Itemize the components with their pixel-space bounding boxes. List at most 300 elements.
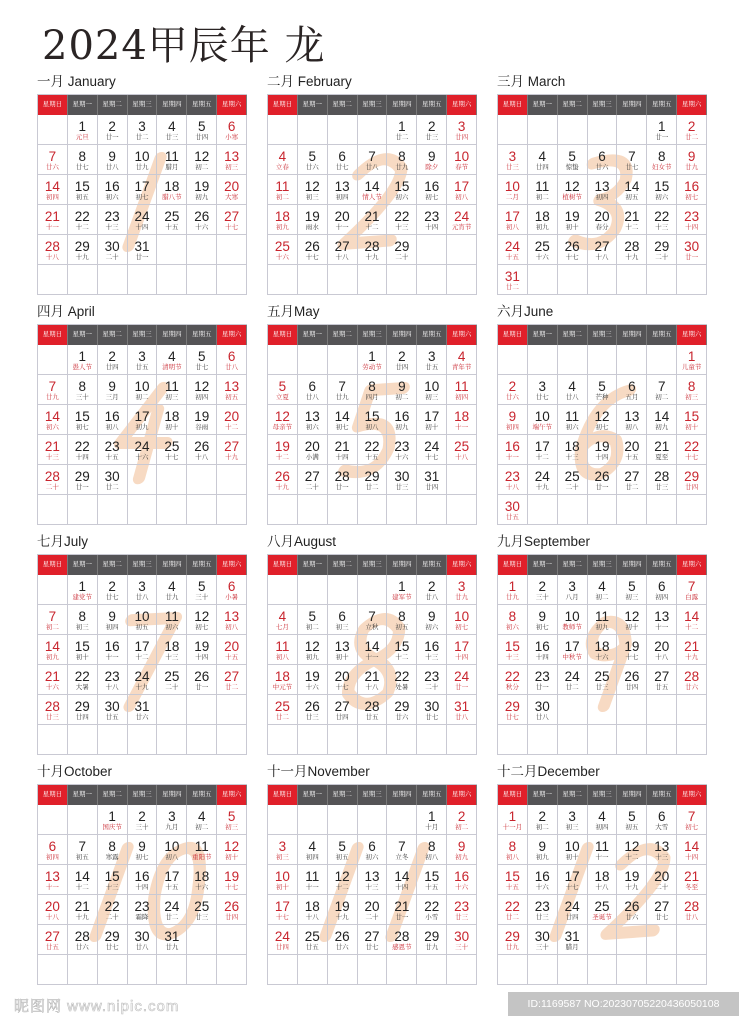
lunar-date: 初五 [625, 194, 639, 201]
lunar-date: 十四 [135, 884, 149, 891]
day-number: 2 [427, 119, 436, 134]
day-number: 11 [565, 409, 580, 424]
lunar-date: 重阳节 [191, 854, 212, 861]
empty-cell [98, 265, 128, 295]
day-cell [498, 375, 528, 405]
day-number: 28 [684, 669, 700, 684]
lunar-date: 初二 [195, 824, 209, 831]
day-number: 29 [504, 699, 520, 714]
lunar-date: 处暑 [395, 684, 409, 691]
lunar-date: 廿四 [565, 914, 579, 921]
day-number: 16 [104, 179, 120, 194]
lunar-date: 廿九 [165, 594, 179, 601]
day-cell [677, 435, 707, 465]
day-cell [617, 805, 647, 835]
empty-cell [268, 265, 298, 295]
day-cell [647, 865, 677, 895]
lunar-date: 十月 [425, 824, 439, 831]
day-cell [647, 115, 677, 145]
lunar-date: 十五 [365, 454, 379, 461]
day-cell [298, 235, 328, 265]
day-cell [358, 695, 388, 725]
lunar-date: 初五 [135, 624, 149, 631]
lunar-date: 廿九 [685, 164, 699, 171]
lunar-date: 中秋节 [562, 654, 582, 661]
weekday-label: 星期一 [298, 95, 328, 115]
weekday-label: 星期一 [528, 325, 558, 345]
empty-cell [38, 805, 68, 835]
day-number: 14 [44, 179, 60, 194]
lunar-date: 初二 [395, 394, 409, 401]
day-number: 1 [398, 119, 406, 134]
empty-cell [128, 465, 158, 495]
lunar-date: 十五 [625, 454, 639, 461]
day-number: 11 [275, 639, 290, 654]
day-number: 5 [278, 379, 287, 394]
day-cell [128, 805, 158, 835]
lunar-date: 初七 [75, 424, 89, 431]
empty-cell [157, 235, 187, 265]
day-number: 9 [427, 149, 436, 164]
day-number: 11 [164, 609, 179, 624]
day-number: 22 [364, 439, 380, 454]
empty-cell [187, 495, 217, 525]
day-number: 30 [534, 699, 550, 714]
lunar-date: 廿三 [595, 684, 609, 691]
day-cell [387, 465, 417, 495]
lunar-date: 芒种 [595, 394, 609, 401]
day-cell [617, 575, 647, 605]
day-number: 16 [454, 869, 470, 884]
day-cell [358, 895, 388, 925]
empty-cell [68, 805, 98, 835]
lunar-date: 腊月 [165, 164, 179, 171]
lunar-date: 廿六 [595, 164, 609, 171]
day-number: 20 [334, 669, 350, 684]
day-number: 28 [624, 239, 640, 254]
day-number: 7 [368, 609, 376, 624]
day-number: 12 [594, 409, 610, 424]
day-cell [417, 865, 447, 895]
day-number: 5 [338, 839, 346, 854]
empty-cell [358, 115, 388, 145]
lunar-date: 十六 [455, 884, 469, 891]
day-cell [588, 605, 618, 635]
lunar-date: 十二 [335, 884, 349, 891]
day-number: 26 [564, 239, 580, 254]
empty-cell [298, 345, 328, 375]
day-number: 15 [654, 179, 670, 194]
lunar-date: 十八 [595, 254, 609, 261]
page-title: 2024甲辰年 龙 [42, 23, 326, 69]
lunar-date: 二十 [395, 254, 409, 261]
month-title: 七月July [37, 534, 89, 549]
lunar-date: 初七 [535, 624, 549, 631]
day-number: 9 [508, 409, 517, 424]
empty-cell [38, 955, 68, 985]
day-cell [38, 465, 68, 495]
day-cell [68, 835, 98, 865]
week-row [268, 725, 477, 755]
day-number: 28 [334, 469, 350, 484]
day-number: 22 [74, 439, 90, 454]
week-row [268, 495, 477, 525]
lunar-date: 十六 [275, 254, 289, 261]
lunar-date: 廿四 [225, 914, 239, 921]
week-row [268, 665, 477, 695]
day-cell [38, 435, 68, 465]
day-cell [498, 805, 528, 835]
lunar-date: 廿六 [305, 164, 319, 171]
weekday-label: 星期四 [617, 555, 647, 575]
empty-cell [268, 345, 298, 375]
lunar-date: 教师节 [562, 624, 582, 631]
day-number: 14 [334, 409, 350, 424]
month-grid [497, 94, 707, 295]
lunar-date: 初十 [275, 884, 289, 891]
weekday-label: 星期日 [498, 325, 528, 345]
month-grid [267, 784, 477, 985]
day-number: 5 [197, 119, 206, 134]
day-cell [38, 145, 68, 175]
lunar-date: 建军节 [392, 594, 412, 601]
day-cell [677, 205, 707, 235]
empty-cell [98, 495, 128, 525]
month-title: 四月 April [37, 304, 95, 319]
month-calendar [37, 532, 247, 755]
day-number: 1 [398, 579, 406, 594]
day-number: 31 [424, 469, 440, 484]
lunar-date: 廿八 [365, 164, 379, 171]
empty-cell [38, 495, 68, 525]
month-grid [497, 324, 707, 525]
day-cell [68, 925, 98, 955]
day-number: 30 [104, 699, 120, 714]
day-number: 14 [394, 869, 410, 884]
day-number: 7 [368, 149, 376, 164]
week-row [498, 465, 707, 495]
day-cell [498, 435, 528, 465]
week-row [38, 635, 247, 665]
day-cell [128, 235, 158, 265]
day-number: 7 [628, 149, 636, 164]
day-number: 4 [308, 839, 317, 854]
day-number: 26 [224, 899, 240, 914]
day-number: 8 [78, 379, 87, 394]
weekday-label: 星期五 [187, 555, 217, 575]
weekday-label: 星期二 [98, 95, 128, 115]
day-number: 18 [274, 209, 290, 224]
lunar-date: 初二 [195, 164, 209, 171]
day-cell [328, 175, 358, 205]
lunar-date: 植树节 [562, 194, 582, 201]
day-cell [157, 865, 187, 895]
day-number: 27 [224, 209, 240, 224]
week-row [38, 205, 247, 235]
day-cell [98, 635, 128, 665]
lunar-date: 廿八 [685, 914, 699, 921]
day-cell [387, 605, 417, 635]
lunar-date: 白露 [685, 594, 699, 601]
lunar-date: 九月 [165, 824, 179, 831]
day-cell [617, 865, 647, 895]
weekday-label: 星期日 [498, 95, 528, 115]
day-cell [217, 835, 247, 865]
lunar-date: 初八 [455, 194, 469, 201]
lunar-date: 十八 [595, 884, 609, 891]
lunar-date: 廿九 [425, 944, 439, 951]
day-number: 1 [508, 809, 517, 824]
lunar-date: 十一 [365, 654, 379, 661]
day-cell [68, 235, 98, 265]
day-cell [328, 835, 358, 865]
weekday-label: 星期四 [157, 95, 187, 115]
day-number: 25 [164, 439, 180, 454]
lunar-date: 廿四 [195, 134, 209, 141]
lunar-date: 初八 [425, 854, 439, 861]
empty-cell [498, 725, 528, 755]
lunar-date: 初九 [395, 424, 409, 431]
day-number: 20 [364, 899, 380, 914]
empty-cell [298, 725, 328, 755]
lunar-date: 十九 [535, 484, 549, 491]
day-cell [387, 205, 417, 235]
lunar-date: 初四 [595, 824, 609, 831]
weekday-label: 星期四 [617, 95, 647, 115]
day-number: 12 [194, 609, 210, 624]
day-cell [268, 865, 298, 895]
day-number: 29 [394, 239, 410, 254]
lunar-date: 廿一 [135, 254, 149, 261]
lunar-date: 十五 [105, 454, 119, 461]
week-row [498, 235, 707, 265]
lunar-date: 十三 [505, 654, 519, 661]
day-number: 8 [78, 609, 87, 624]
lunar-date: 十六 [395, 454, 409, 461]
day-cell [617, 605, 647, 635]
day-number: 25 [164, 669, 180, 684]
empty-cell [157, 725, 187, 755]
day-cell [217, 175, 247, 205]
day-cell [558, 405, 588, 435]
day-number: 14 [684, 839, 700, 854]
day-number: 10 [504, 179, 520, 194]
day-number: 26 [194, 439, 210, 454]
lunar-date: 廿九 [45, 394, 59, 401]
weekday-label: 星期六 [677, 555, 707, 575]
day-number: 30 [454, 929, 470, 944]
day-cell [128, 405, 158, 435]
day-number: 27 [224, 669, 240, 684]
lunar-date: 青年节 [451, 364, 472, 371]
lunar-date: 十九 [225, 454, 239, 461]
lunar-date: 十九 [335, 914, 349, 921]
week-row [498, 725, 707, 755]
lunar-date: 初七 [135, 854, 149, 861]
day-cell [68, 635, 98, 665]
month-grid [37, 94, 247, 295]
lunar-date: 廿六 [135, 714, 149, 721]
day-cell [187, 835, 217, 865]
day-number: 27 [364, 929, 380, 944]
day-number: 20 [654, 639, 670, 654]
day-number: 24 [564, 669, 580, 684]
week-row [38, 435, 247, 465]
day-cell [588, 805, 618, 835]
day-cell [387, 835, 417, 865]
empty-cell [157, 955, 187, 985]
lunar-date: 十二 [395, 654, 409, 661]
lunar-date: 除夕 [425, 164, 439, 171]
lunar-date: 建党节 [72, 594, 93, 601]
empty-cell [647, 345, 677, 375]
day-number: 19 [624, 869, 640, 884]
lunar-date: 廿三 [425, 134, 439, 141]
day-cell [528, 465, 558, 495]
day-number: 30 [424, 699, 440, 714]
empty-cell [98, 725, 128, 755]
weekday-label: 星期四 [157, 785, 187, 805]
weekday-label: 星期一 [298, 325, 328, 345]
month-title: 三月 March [497, 74, 566, 89]
empty-cell [417, 725, 447, 755]
empty-cell [38, 575, 68, 605]
day-cell [157, 175, 187, 205]
lunar-date: 廿七 [75, 164, 89, 171]
day-cell [128, 665, 158, 695]
lunar-date: 十八 [655, 654, 669, 661]
weekday-label: 星期四 [157, 555, 187, 575]
lunar-date: 初九 [455, 854, 469, 861]
lunar-date: 初七 [135, 194, 149, 201]
lunar-date: 大寒 [225, 194, 239, 201]
lunar-date: 廿五 [305, 944, 319, 951]
lunar-date: 初三 [305, 194, 319, 201]
day-number: 18 [164, 179, 180, 194]
day-number: 12 [564, 179, 580, 194]
day-cell [358, 665, 388, 695]
week-row [38, 345, 247, 375]
lunar-date: 廿八 [135, 594, 149, 601]
day-cell [98, 605, 128, 635]
day-cell [298, 605, 328, 635]
lunar-date: 十七 [275, 914, 289, 921]
day-cell [498, 175, 528, 205]
lunar-date: 廿五 [365, 714, 379, 721]
lunar-date: 十七 [305, 254, 319, 261]
lunar-date: 十二 [135, 654, 149, 661]
day-cell [358, 405, 388, 435]
day-cell [68, 865, 98, 895]
lunar-date: 初九 [45, 654, 59, 661]
lunar-date: 初九 [535, 224, 549, 231]
day-cell [328, 235, 358, 265]
day-number: 9 [108, 609, 116, 624]
empty-cell [647, 725, 677, 755]
lunar-date: 初二 [45, 624, 59, 631]
day-cell [588, 865, 618, 895]
empty-cell [268, 955, 298, 985]
weekday-label: 星期三 [588, 785, 618, 805]
lunar-date: 二十 [305, 484, 319, 491]
empty-cell [128, 725, 158, 755]
lunar-date: 十四 [395, 884, 409, 891]
lunar-date: 二十 [425, 684, 439, 691]
day-cell [298, 835, 328, 865]
empty-cell [558, 955, 588, 985]
day-cell [558, 665, 588, 695]
day-number: 12 [304, 639, 320, 654]
lunar-date: 初八 [365, 424, 379, 431]
empty-cell [38, 265, 68, 295]
day-cell [68, 175, 98, 205]
weekday-header [38, 325, 247, 345]
empty-cell [187, 725, 217, 755]
day-cell [677, 465, 707, 495]
lunar-date: 初二 [135, 394, 149, 401]
day-number: 4 [168, 119, 176, 134]
day-cell [358, 835, 388, 865]
day-cell [268, 235, 298, 265]
day-number: 21 [334, 439, 350, 454]
lunar-date: 十八 [455, 454, 469, 461]
watermark-logo: 昵图网 www.nipic.com [14, 998, 180, 1015]
day-number: 30 [104, 239, 120, 254]
lunar-date: 廿九 [335, 394, 349, 401]
day-number: 30 [534, 929, 550, 944]
day-number: 30 [134, 929, 150, 944]
lunar-date: 初七 [425, 194, 439, 201]
day-cell [617, 835, 647, 865]
empty-cell [647, 265, 677, 295]
lunar-date: 廿二 [365, 484, 379, 491]
day-number: 11 [454, 379, 469, 394]
weekday-label: 星期六 [677, 325, 707, 345]
weekday-header [268, 95, 477, 115]
empty-cell [647, 495, 677, 525]
lunar-date: 廿六 [625, 914, 639, 921]
day-cell [528, 375, 558, 405]
day-cell [128, 835, 158, 865]
lunar-date: 廿三 [45, 714, 59, 721]
month-title: 八月August [267, 534, 337, 549]
day-cell [68, 575, 98, 605]
day-number: 18 [564, 439, 580, 454]
day-cell [157, 405, 187, 435]
day-number: 23 [424, 209, 440, 224]
day-cell [528, 145, 558, 175]
day-number: 7 [687, 809, 696, 824]
weekday-label: 星期三 [128, 325, 158, 345]
day-number: 28 [364, 239, 380, 254]
weekday-label: 星期二 [98, 325, 128, 345]
weekday-label: 星期日 [38, 325, 68, 345]
lunar-date: 立春 [275, 164, 289, 171]
week-row [498, 895, 707, 925]
week-row [498, 925, 707, 955]
weekday-label: 星期五 [417, 325, 447, 345]
day-cell [447, 205, 477, 235]
lunar-date: 廿二 [505, 284, 519, 291]
empty-cell [528, 115, 558, 145]
empty-cell [358, 955, 388, 985]
lunar-date: 十八 [335, 254, 349, 261]
day-number: 14 [364, 639, 380, 654]
weekday-label: 星期三 [128, 555, 158, 575]
empty-cell [677, 265, 707, 295]
day-cell [68, 605, 98, 635]
day-cell [217, 405, 247, 435]
